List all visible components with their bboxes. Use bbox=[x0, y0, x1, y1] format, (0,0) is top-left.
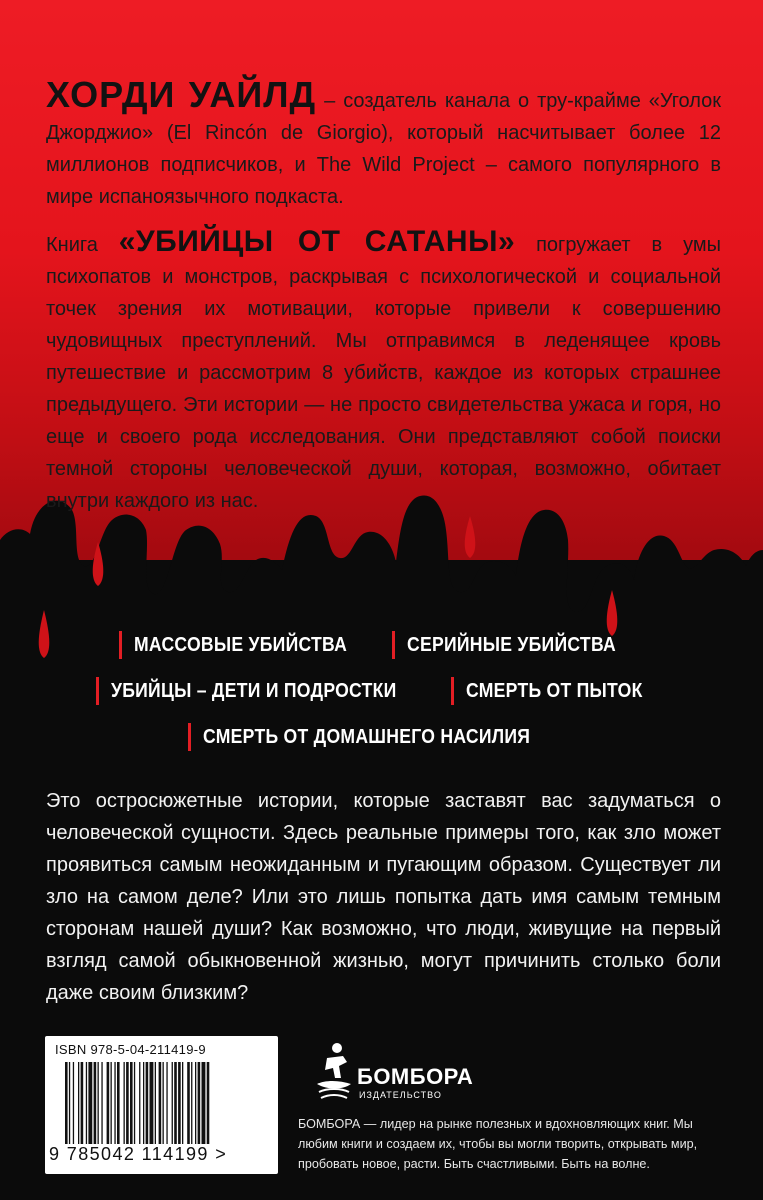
barcode-panel bbox=[45, 1036, 278, 1174]
publisher-logo bbox=[313, 1040, 473, 1110]
topic-item bbox=[451, 677, 667, 705]
publisher-description bbox=[298, 1114, 718, 1174]
barcode-image bbox=[63, 1062, 263, 1144]
book-description-prefix: Книга bbox=[46, 234, 119, 256]
author-intro-text: – создатель канала о тру-крайме «Уголок Джорджио» (El Rincón de Giorgio), который насчитывает более 12 миллионов подписчиков, и The Wild Project – самого популярного в мире испаноязычного подкаста. bbox=[46, 90, 721, 208]
topic-row bbox=[0, 622, 763, 668]
topic-label: СМЕРТЬ ОТ ДОМАШНЕГО НАСИЛИЯ bbox=[203, 725, 531, 748]
closing-paragraph: Это остросюжетные истории, которые заставят вас задуматься о человеческой сущности. Здесь реальные примеры того, как зло может проявиться самым неожиданным и пугающим образом. Существует ли зло на самом деле? Или это лишь попытка дать имя самым темным сторонам нашей души? Как возможно, что люди, живущие на первый взгляд самой обыкновенной жизнью, могут причинить столько боли даже своим близким? bbox=[46, 790, 721, 1004]
barcode-digits: 9 785042 114199 > bbox=[49, 1144, 228, 1164]
red-bar-divider bbox=[451, 677, 454, 705]
book-title: «УБИЙЦЫ ОТ САТАНЫ» bbox=[118, 225, 516, 258]
topic-list bbox=[0, 622, 763, 760]
topic-label: СЕРИЙНЫЕ УБИЙСТВА bbox=[406, 633, 616, 656]
red-bar-divider bbox=[119, 631, 122, 659]
publisher-tagline: — лидер на рынке полезных и вдохновляющих книг. Мы любим книги и создаем их, чтобы вы могли творить, открывать мир, пробовать новое, расти. Быть счастливыми. Быть на волне. bbox=[298, 1117, 698, 1171]
topic-item bbox=[188, 723, 575, 751]
isbn-label: ISBN 978-5-04-211419-9 bbox=[55, 1042, 206, 1057]
red-bar-divider bbox=[392, 631, 395, 659]
topic-label: УБИЙЦЫ – ДЕТИ И ПОДРОСТКИ bbox=[110, 679, 397, 702]
topic-row bbox=[0, 714, 763, 760]
topic-row bbox=[0, 668, 763, 714]
red-bar-divider bbox=[96, 677, 99, 705]
red-bar-divider bbox=[188, 723, 191, 751]
publisher-name: БОМБОРА bbox=[298, 1117, 361, 1131]
book-description bbox=[46, 226, 721, 517]
topic-item bbox=[392, 631, 645, 659]
author-name: ХОРДИ УАЙЛД bbox=[46, 74, 317, 115]
surfer-logo-icon bbox=[313, 1040, 353, 1102]
topic-item bbox=[119, 631, 376, 659]
topic-label: МАССОВЫЕ УБИЙСТВА bbox=[133, 633, 347, 656]
author-intro bbox=[46, 74, 721, 213]
topic-label: СМЕРТЬ ОТ ПЫТОК bbox=[466, 679, 643, 702]
logo-wordmark: БОМБОРА bbox=[357, 1064, 474, 1089]
logo-subtitle: ИЗДАТЕЛЬСТВО bbox=[359, 1090, 442, 1100]
topic-item bbox=[96, 677, 435, 705]
book-description-text: погружает в умы психопатов и монстров, раскрывая с психологической и социальной точек зрения их мотивации, которые привели к совершению чудовищных преступлений. Мы отправимся в леденящее кровь путешествие и рассмотрим 8 убийств, каждое из которых страшнее предыдущего. Эти истории — не просто свидетельства ужаса и горя, но еще и своего рода исследования. Они представляют собой поиски темной стороны человеческой души, которая, возможно, обитает внутри каждого из нас. bbox=[46, 234, 721, 512]
